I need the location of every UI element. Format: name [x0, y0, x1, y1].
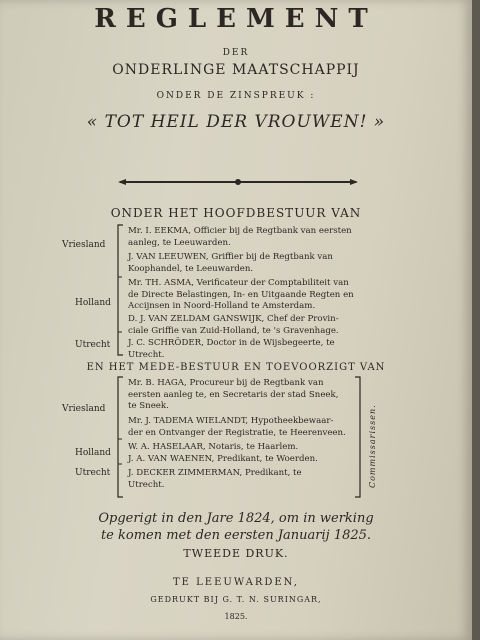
- member-entry: Mr. TH. ASMA, Verificateur der Comptabiliteit van de Directe Belastingen, In- en Uitgaande Regten en Accijnsen in Noord-Holland te Amsterdam.: [128, 278, 354, 311]
- motto-intro: ONDER DE ZINSPREUK :: [156, 91, 316, 101]
- member-entry: Mr. I. EEKMA, Officier bij de Regtbank van eersten aanleg, te Leeuwarden.: [128, 226, 352, 248]
- publication-place: TE LEEUWARDEN,: [173, 577, 299, 588]
- der-line: DER: [222, 48, 250, 58]
- society-name: ONDERLINGE MAATSCHAPPIJ: [112, 62, 360, 78]
- head-board-heading: ONDER HET HOOFDBESTUUR VAN: [110, 206, 362, 220]
- co-board-heading: EN HET MEDE-BESTUUR EN TOEVOORZIGT VAN: [86, 362, 386, 373]
- member-entry: J. C. SCHRÖDER, Doctor in de Wijsbegeerte, te Utrecht.: [128, 338, 335, 360]
- province-label: Holland: [75, 448, 111, 458]
- member-entry: W. A. HASELAAR, Notaris, te Haarlem. J. A. VAN WAENEN, Predikant, te Woerden.: [128, 442, 318, 464]
- founded-statement: Opgerigt in den Jare 1824, om in werking te komen met den eersten Januarij 1825.: [98, 511, 374, 543]
- province-label: Vriesland: [62, 404, 106, 414]
- ornamental-rule: [118, 178, 358, 186]
- member-entry: J. DECKER ZIMMERMAN, Predikant, te Utrecht.: [128, 468, 302, 490]
- province-label: Vriesland: [62, 240, 106, 250]
- publication-year: 1825.: [224, 612, 248, 621]
- bracket-commissarissen: [354, 376, 364, 498]
- bracket-head-board: [114, 224, 124, 356]
- edition-label: TWEEDE DRUK.: [183, 547, 289, 560]
- member-entry: Mr. B. HAGA, Procureur bij de Regtbank van eersten aanleg te, en Secretaris der stad Sneek, te Sneek.: [128, 378, 339, 411]
- printer-line: GEDRUKT BIJ G. T. N. SURINGAR,: [150, 595, 322, 604]
- document-title: REGLEMENT: [94, 4, 378, 34]
- book-edge: [472, 0, 480, 640]
- province-label: Utrecht: [75, 340, 111, 350]
- member-entry: J. VAN LEEUWEN, Griffier bij de Regtbank van Koophandel, te Leeuwarden.: [128, 252, 333, 274]
- member-entry: Mr. J. TADEMA WIELANDT, Hypotheekbewaar- der en Ontvanger der Registratie, te Heerenveen.: [128, 416, 346, 438]
- bracket-co-board: [114, 376, 124, 498]
- member-entry: D. J. VAN ZELDAM GANSWIJK, Chef der Provin- ciale Griffie van Zuid-Holland, te 's Gravenhage.: [128, 314, 339, 336]
- motto: « TOT HEIL DER VROUWEN! »: [86, 112, 386, 132]
- commissarissen-label: Commissarissen.: [368, 404, 377, 488]
- province-label: Holland: [75, 298, 111, 308]
- province-label: Utrecht: [75, 468, 111, 478]
